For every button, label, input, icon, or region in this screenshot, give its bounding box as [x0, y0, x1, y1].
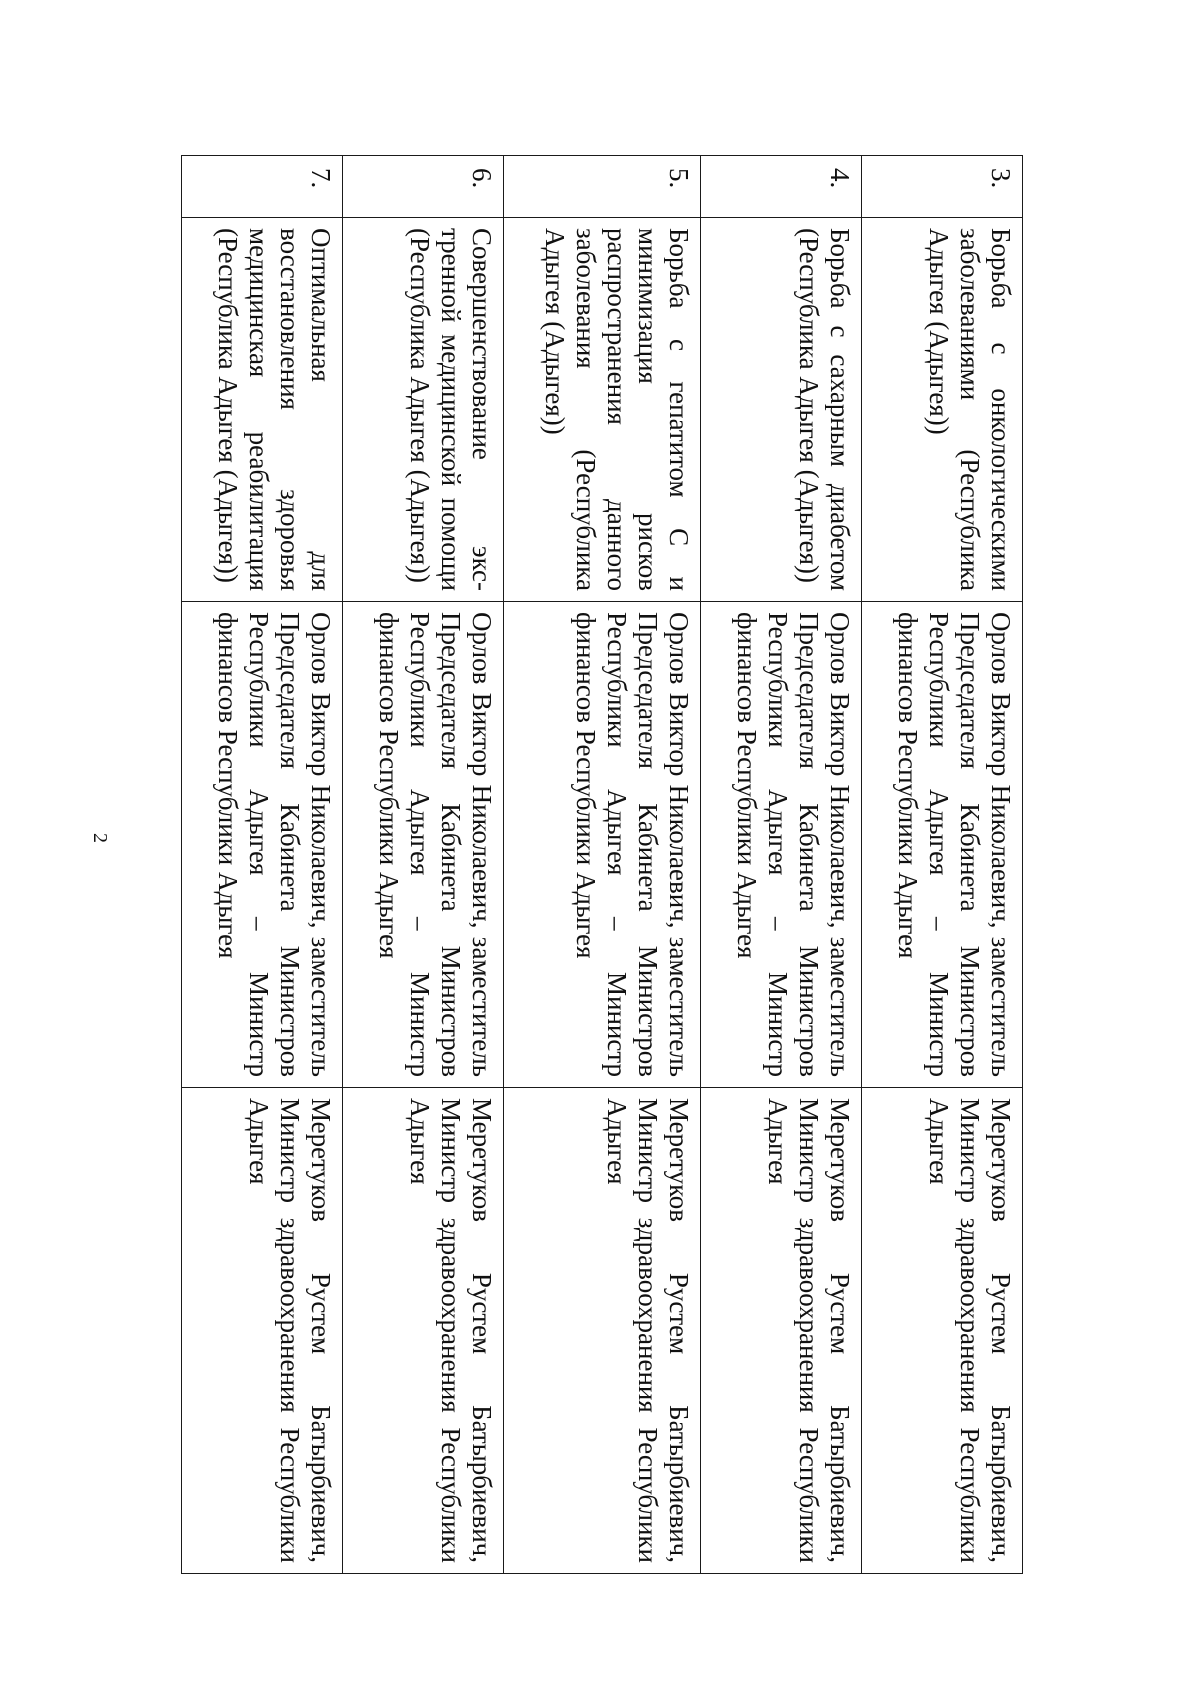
- project-name: Борьба с сахарным диабетом (Республика Адыгея (Адыгея)): [701, 218, 862, 602]
- project-curator: Орлов Виктор Николаевич, заместитель Председателя Кабинета Министров Республики Адыгея – Министр финансов Республики Адыгея: [862, 602, 1023, 1088]
- project-head: Меретуков Рустем Батырбиевич, Министр здравоохранения Республики Адыгея: [182, 1088, 343, 1574]
- project-head: Меретуков Рустем Батырбиевич, Министр здравоохранения Республики Адыгея: [701, 1088, 862, 1574]
- row-number: 6.: [342, 156, 503, 218]
- projects-table-wrapper: [181, 155, 1023, 1573]
- project-curator: Орлов Виктор Николаевич, заместитель Председателя Кабинета Министров Республики Адыгея – Министр финансов Республики Адыгея: [701, 602, 862, 1088]
- projects-table-rotated: [181, 155, 1023, 1573]
- table-row: [503, 156, 701, 1574]
- row-number: 7.: [182, 156, 343, 218]
- row-number: 5.: [503, 156, 701, 218]
- project-head: Меретуков Рустем Батырбиевич, Министр здравоохранения Республики Адыгея: [862, 1088, 1023, 1574]
- project-head: Меретуков Рустем Батырбиевич, Министр здравоохранения Республики Адыгея: [503, 1088, 701, 1574]
- table-row: [862, 156, 1023, 1574]
- project-curator: Орлов Виктор Николаевич, заместитель Председателя Кабинета Министров Республики Адыгея – Министр финансов Республики Адыгея: [342, 602, 503, 1088]
- table-row: [701, 156, 862, 1574]
- project-name: Борьба с онкологическими заболеваниями (Республика Адыгея (Адыгея)): [862, 218, 1023, 602]
- project-name: Оптимальная для восстановления здоровья медицинская реабилитация (Республика Адыгея (Адыгея)): [182, 218, 343, 602]
- row-number: 3.: [862, 156, 1023, 218]
- projects-table: [181, 155, 1023, 1574]
- project-name: Борьба с гепатитом С и минимизация рисков распространения данного заболевания (Республика Адыгея (Адыгея)): [503, 218, 701, 602]
- project-name: Совершенствование экс- тренной медицинской помощи (Республика Адыгея (Адыгея)): [342, 218, 503, 602]
- project-curator: Орлов Виктор Николаевич, заместитель Председателя Кабинета Министров Республики Адыгея – Министр финансов Республики Адыгея: [503, 602, 701, 1088]
- page-number: 2: [89, 833, 111, 843]
- project-curator: Орлов Виктор Николаевич, заместитель Председателя Кабинета Министров Республики Адыгея – Министр финансов Республики Адыгея: [182, 602, 343, 1088]
- table-row: [342, 156, 503, 1574]
- project-head: Меретуков Рустем Батырбиевич, Министр здравоохранения Республики Адыгея: [342, 1088, 503, 1574]
- table-row: [182, 156, 343, 1574]
- row-number: 4.: [701, 156, 862, 218]
